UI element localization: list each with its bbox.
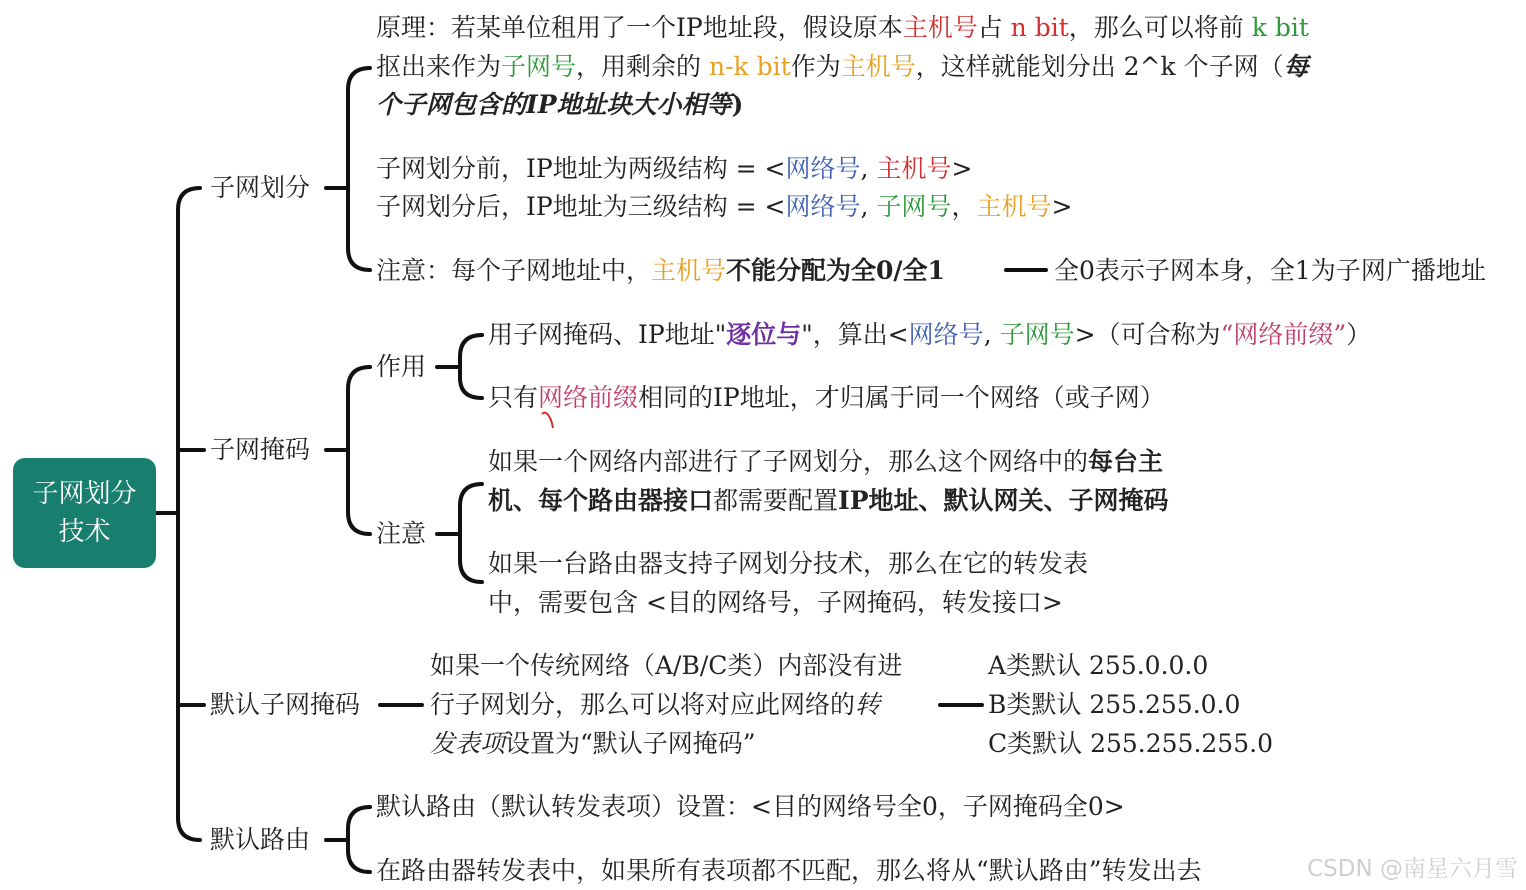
root-label-line1: 子网划分	[32, 479, 137, 509]
mask-function-line-1: 用子网掩码、IP地址"逐位与"，算出<网络号, 子网号>（可合称为“网络前缀”）	[488, 320, 1372, 349]
default-route-line-1: 默认路由（默认转发表项）设置：<目的网络号全0，子网掩码全0>	[376, 792, 1125, 821]
class-a-default: A类默认 255.0.0.0	[988, 651, 1209, 680]
branch-subnetting: 子网划分	[210, 173, 311, 202]
mask-note-line-3: 如果一台路由器支持子网划分技术，那么在它的转发表	[488, 549, 1089, 578]
note-host-id-line: 注意：每个子网地址中，主机号不能分配为全0/全1	[376, 256, 945, 285]
default-mask-desc-line-1: 如果一个传统网络（A/B/C类）内部没有进	[430, 651, 903, 680]
note-all-zero-one: 全0表示子网本身，全1为子网广播地址	[1054, 256, 1486, 285]
branch-default-route: 默认路由	[210, 825, 311, 854]
default-mask-desc-line-3: 发表项设置为“默认子网掩码”	[430, 729, 756, 758]
after-subnetting-line: 子网划分后，IP地址为三级结构 = <网络号, 子网号，主机号>	[376, 192, 1073, 221]
root-node	[13, 458, 156, 568]
default-route-line-2: 在路由器转发表中，如果所有表项都不匹配，那么将从“默认路由”转发出去	[376, 856, 1202, 885]
principle-line-3: 个子网包含的IP地址块大小相等)	[376, 90, 744, 119]
mask-note-line-2: 机、每个路由器接口都需要配置IP地址、默认网关、子网掩码	[488, 486, 1169, 515]
class-b-default: B类默认 255.255.0.0	[988, 690, 1241, 719]
branch-subnet-mask: 子网掩码	[210, 435, 311, 464]
subbranch-function: 作用	[376, 352, 427, 381]
default-mask-desc-line-2: 行子网划分，那么可以将对应此网络的转	[430, 690, 881, 719]
root-label-line2: 技术	[58, 517, 111, 547]
principle-line-1: 原理：若某单位租用了一个IP地址段，假设原本主机号占 n bit，那么可以将前 k bit	[376, 13, 1309, 42]
before-subnetting-line: 子网划分前，IP地址为两级结构 = <网络号, 主机号>	[376, 154, 973, 183]
mask-note-line-1: 如果一个网络内部进行了子网划分，那么这个网络中的每台主	[488, 447, 1164, 476]
mask-note-line-4: 中，需要包含 <目的网络号，子网掩码，转发接口>	[488, 588, 1063, 617]
class-c-default: C类默认 255.255.255.0	[988, 729, 1273, 758]
subbranch-note: 注意	[376, 519, 427, 548]
principle-line-2: 抠出来作为子网号，用剩余的 n-k bit作为主机号，这样就能划分出 2^k 个子网（每	[376, 52, 1309, 81]
watermark: CSDN @南星六月雪	[1307, 856, 1518, 882]
mask-function-line-2: 只有网络前缀相同的IP地址，才归属于同一个网络（或子网）	[488, 383, 1165, 412]
branch-default-mask: 默认子网掩码	[210, 690, 361, 719]
